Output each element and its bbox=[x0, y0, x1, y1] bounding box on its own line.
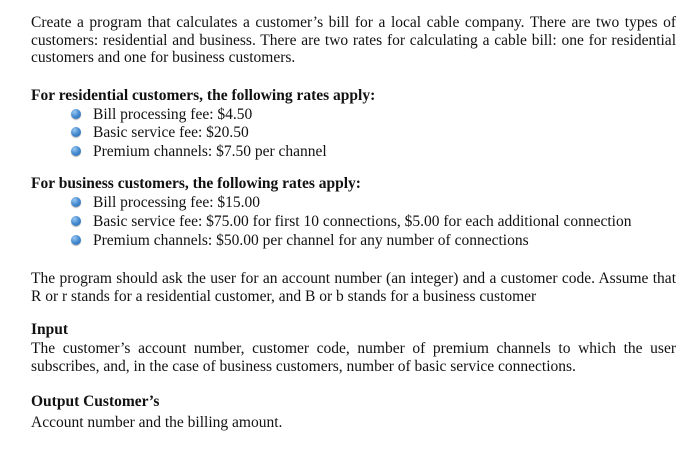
bullet-icon bbox=[71, 235, 81, 245]
list-item-text: Premium channels: $50.00 per channel for any number of connections bbox=[93, 232, 529, 249]
residential-heading: For residential customers, the following rates apply: bbox=[31, 87, 376, 104]
input-heading: Input bbox=[31, 321, 69, 338]
input-paragraph: The customer’s account number, customer code, number of premium channels to which the user subscribes, and, in the case of business customers, number of basic service connections. bbox=[31, 340, 676, 375]
list-item bbox=[93, 213, 631, 231]
list-item-text: Bill processing fee: $4.50 bbox=[93, 106, 253, 123]
list-item bbox=[93, 232, 529, 250]
bullet-icon bbox=[71, 197, 81, 207]
intro-paragraph: Create a program that calculates a customer’s bill for a local cable company. There are two types of customers: residential and business. There are two rates for calculating a cable bill: one for residential customers and one for business customers. bbox=[31, 14, 676, 66]
list-item-text: Bill processing fee: $15.00 bbox=[93, 194, 261, 211]
bullet-icon bbox=[71, 216, 81, 226]
output-paragraph: Account number and the billing amount. bbox=[31, 414, 283, 431]
list-item bbox=[93, 194, 260, 212]
output-heading: Output Customer’s bbox=[31, 393, 160, 410]
bullet-icon bbox=[71, 146, 81, 156]
list-item bbox=[93, 143, 327, 161]
bullet-icon bbox=[71, 109, 81, 119]
list-item-text: Basic service fee: $20.50 bbox=[93, 124, 249, 141]
list-item bbox=[93, 124, 249, 142]
list-item-text: Premium channels: $7.50 per channel bbox=[93, 143, 327, 160]
list-item-text: Basic service fee: $75.00 for first 10 connections, $5.00 for each additional connection bbox=[93, 213, 632, 230]
bullet-icon bbox=[71, 127, 81, 137]
program-paragraph: The program should ask the user for an account number (an integer) and a customer code. Assume that R or r stands for a residential customer, and B or b stands for a business customer bbox=[31, 270, 676, 305]
list-item bbox=[93, 106, 252, 124]
business-heading: For business customers, the following rates apply: bbox=[31, 175, 361, 192]
